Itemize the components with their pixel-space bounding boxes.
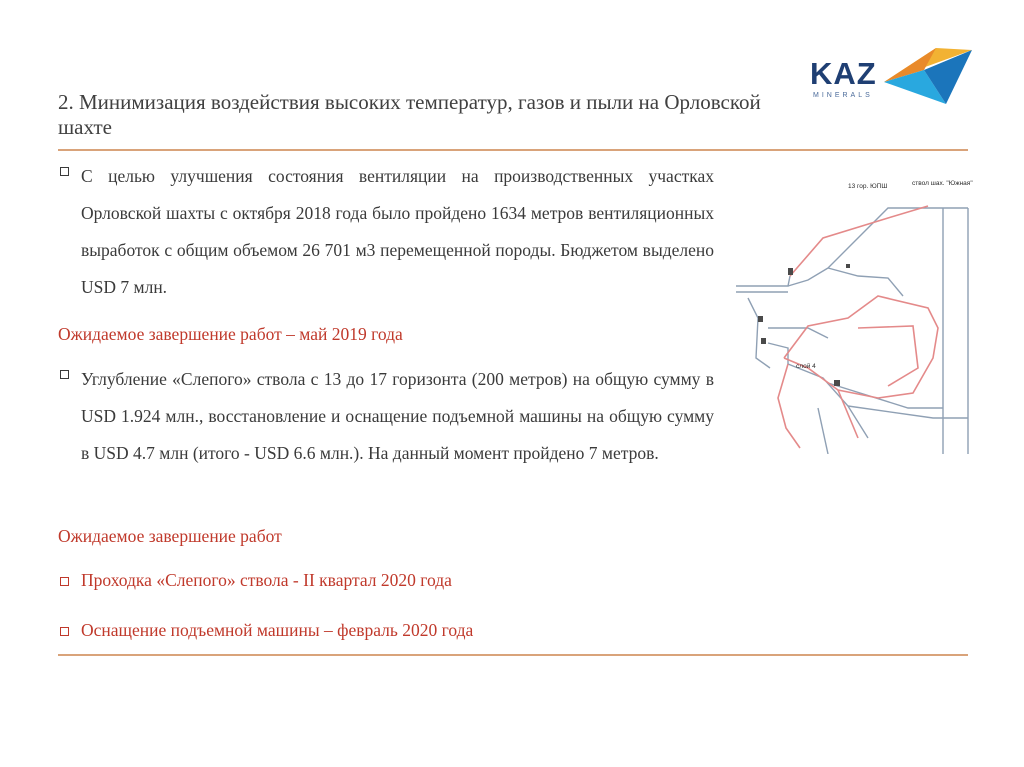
logo-text: KAZ [810,56,877,91]
bottom-divider [58,654,968,656]
kaz-minerals-logo [806,46,976,110]
logo-subtext: MINERALS [813,92,873,99]
map-label-south-shaft: ствол шах. "Южная" [912,180,973,187]
red-bullet-sinking [58,568,714,592]
bullet-text: С целью улучшения состояния вентиляции на производственных участках Орловской шахты с октября 2018 года было пройдено 1634 метров вентиляционных выработок с общим объемом 26 701 м3 перемещенной породы. Бюджетом выделено USD 7 млн. [81,166,714,297]
square-bullet-icon [60,577,69,586]
top-divider [58,149,968,151]
map-label-ypsh: 13 гор. ЮПШ [848,183,888,190]
expected-completion-2: Ожидаемое завершение работ [58,526,282,546]
expected-completion-1: Ожидаемое завершение работ – май 2019 года [58,324,403,344]
square-bullet-icon [60,627,69,636]
square-bullet-icon [60,167,69,176]
map-label-layer: слой 4 [796,363,816,370]
logo-mark-icon [876,46,976,110]
bullet-shaft-deepening [58,361,714,472]
bullet-text: Проходка «Слепого» ствола - II квартал 2020 года [81,570,452,590]
mine-ventilation-map [728,168,976,454]
slide-title: 2. Минимизация воздействия высоких температур, газов и пыли на Орловской шахте [58,90,761,139]
bullet-ventilation [58,158,714,306]
bullet-text: Углубление «Слепого» ствола с 13 до 17 горизонта (200 метров) на общую сумму в USD 1.924 млн., восстановление и оснащение подъемной машины на общую сумму в USD 4.7 млн (итого - USD 6.6 млн.). На данный момент пройдено 7 метров. [81,369,714,463]
bullet-text: Оснащение подъемной машины – февраль 2020 года [81,620,474,640]
square-bullet-icon [60,370,69,379]
red-bullet-hoist [58,618,714,642]
